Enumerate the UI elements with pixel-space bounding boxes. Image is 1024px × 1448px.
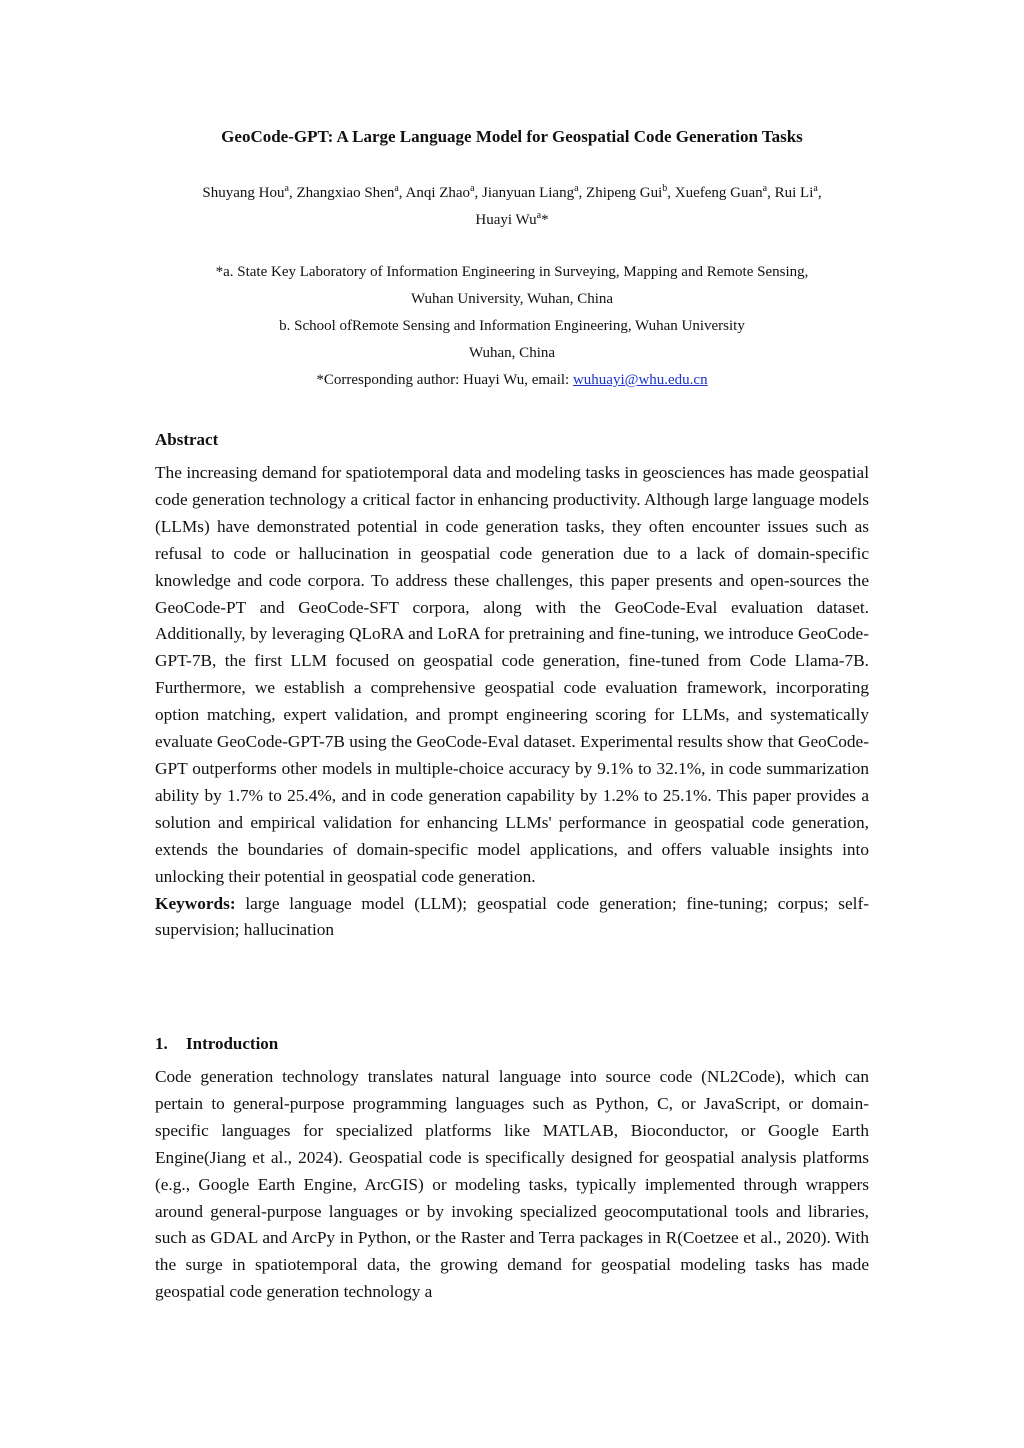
author: Xuefeng Guan$^a$,	[674, 183, 775, 201]
corresponding-author: *Corresponding author: Huayi Wu, email: wuhuayi@whu.edu.cn	[316, 372, 708, 388]
author: Rui Li$^a$,	[774, 183, 822, 201]
affiliation-a-line2: Wuhan University, Wuhan, China	[410, 291, 614, 307]
email-link[interactable]: wuhuayi@whu.edu.cn	[572, 372, 708, 388]
author: Jianyuan Liang$^a$,	[482, 183, 587, 201]
section-title: Introduction	[186, 1034, 279, 1053]
abstract-body	[155, 460, 869, 944]
author: Zhangxiao Shen$^a$,	[296, 183, 406, 201]
introduction-body: Code generation technology translates natural language into source code (NL2Code), which can pertain to general-purpose programming languages such as Python, C, or JavaScript, or domain-specific languages for specialized platforms like MATLAB, Bioconductor, or Google Earth Engine(Jiang et al., 2024). Geospatial code is specifically designed for geospatial analysis platforms (e.g., Google Earth Engine, ArcGIS) or modeling tasks, typically implemented through wrappers around general-purpose languages or by invoking specialized geocomputational tools and libraries, such as GDAL and ArcPy in Python, or the Raster and Terra packages in R(Coetzee et al., 2020). With the surge in spatiotemporal data, the growing demand for geospatial modeling tasks has made geospatial code generation technology a	[155, 1067, 869, 1302]
section-heading	[155, 1033, 278, 1055]
keywords-text: large language model (LLM); geospatial code generation; fine-tuning; corpus; self-supervision; hallucination	[155, 893, 869, 940]
author: Huayi Wu$^a$*	[475, 210, 549, 228]
section-number: 1.	[155, 1034, 168, 1053]
affiliation-b-line2: Wuhan, China	[468, 345, 556, 361]
author: Shuyang Hou$^a$,	[202, 183, 297, 201]
author: Anqi Zhao$^a$,	[405, 183, 483, 201]
keywords-label: Keywords:	[155, 893, 236, 913]
paper-title: GeoCode-GPT: A Large Language Model for Geospatial Code Generation Tasks	[221, 127, 803, 146]
affiliation-a-line1: *a. State Key Laboratory of Information Engineering in Surveying, Mapping and Remote Sensing,	[215, 264, 809, 280]
author-list	[150, 180, 874, 234]
affiliation-b-line1: b. School ofRemote Sensing and Information Engineering, Wuhan University	[279, 318, 745, 334]
author: Zhipeng Gui$^b$,	[586, 183, 675, 201]
abstract-text: The increasing demand for spatiotemporal data and modeling tasks in geosciences has made geospatial code generation technology a critical factor in enhancing productivity. Although large language models (LLMs) have demonstrated potential in code generation tasks, they often encounter issues such as refusal to code or hallucination in geospatial code generation due to a lack of domain-specific knowledge and code corpora. To address these challenges, this paper presents and open-sources the GeoCode-PT and GeoCode-SFT corpora, along with the GeoCode-Eval evaluation dataset. Additionally, by leveraging QLoRA and LoRA for pretraining and fine-tuning, we introduce GeoCode-GPT-7B, the first LLM focused on geospatial code generation, fine-tuned from Code Llama-7B. Furthermore, we establish a comprehensive geospatial code evaluation framework, incorporating option matching, expert validation, and prompt engineering scoring for LLMs, and systematically evaluate GeoCode-GPT-7B using the GeoCode-Eval dataset. Experimental results show that GeoCode-GPT outperforms other models in multiple-choice accuracy by 9.1% to 32.1%, in code summarization ability by 1.7% to 25.4%, and in code generation capability by 1.2% to 25.1%. This paper provides a solution and empirical validation for enhancing LLMs' performance in geospatial code generation, extends the boundaries of domain-specific model applications, and offers valuable insights into unlocking their potential in geospatial code generation.	[155, 463, 869, 886]
abstract-heading: Abstract	[155, 430, 219, 449]
